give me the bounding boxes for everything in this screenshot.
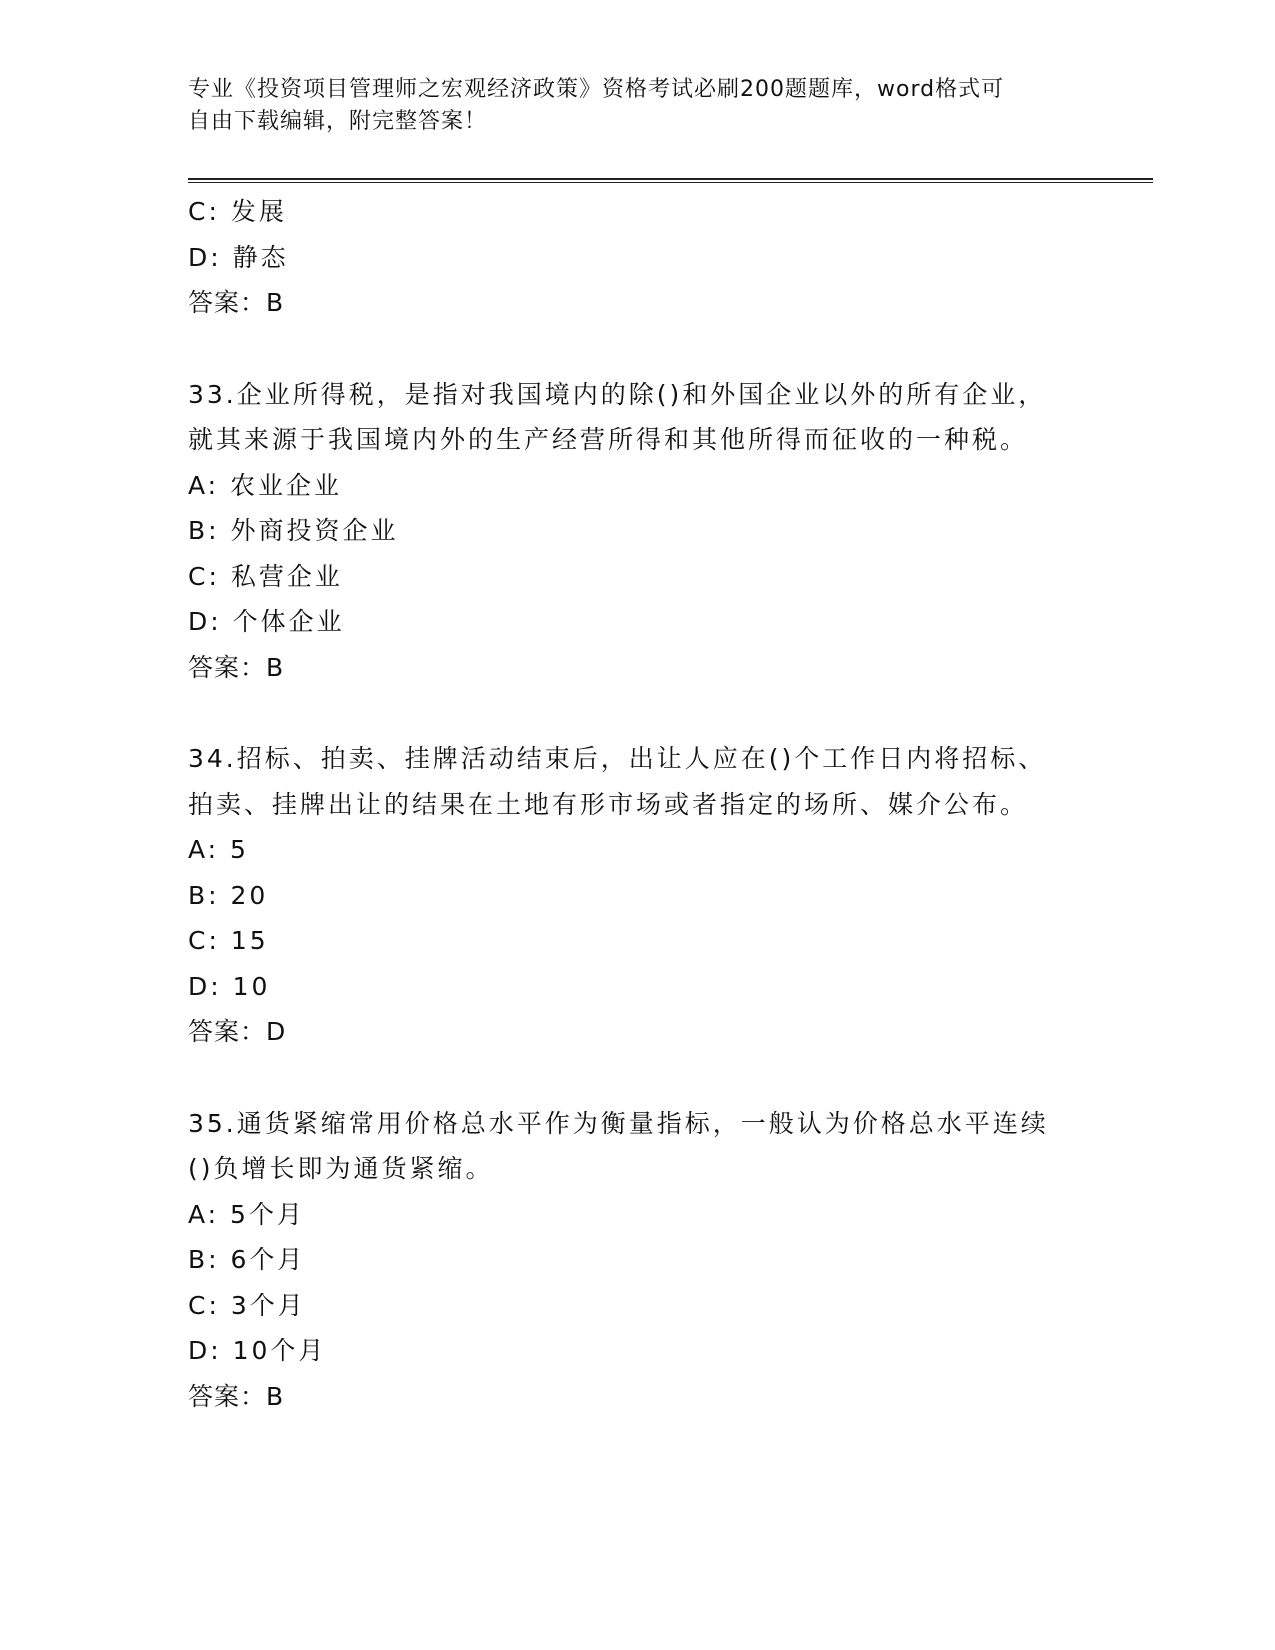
option-b: B: 20 xyxy=(188,880,269,910)
question-list xyxy=(188,189,1088,1419)
question-32 xyxy=(188,189,1088,326)
option-b: B: 外商投资企业 xyxy=(188,516,399,545)
spacer xyxy=(188,1055,1088,1101)
option-d: D: 10 xyxy=(188,971,271,1001)
question-34 xyxy=(188,736,1088,1055)
header-title-line-1: 专业《投资项目管理师之宏观经济政策》资格考试必刷200题题库，word格式可 xyxy=(188,77,1005,102)
question-text xyxy=(188,372,1088,463)
option-d: D: 静态 xyxy=(188,242,289,272)
option-c: C: 私营企业 xyxy=(188,561,343,591)
option-c: C: 15 xyxy=(188,926,269,955)
question-text-line-2: 拍卖、挂牌出让的结果在土地有形市场或者指定的场所、媒介公布。 xyxy=(188,789,1029,819)
question-33 xyxy=(188,372,1088,691)
option-c: C: 3个月 xyxy=(188,1290,306,1320)
option-d: D: 个体企业 xyxy=(188,607,345,636)
answer-label: 答案：B xyxy=(188,1381,285,1411)
question-35 xyxy=(188,1101,1088,1420)
option-a: A: 农业企业 xyxy=(188,470,343,500)
question-text xyxy=(188,736,1088,827)
option-a: A: 5个月 xyxy=(188,1199,305,1229)
question-text-line-1: 33.企业所得税，是指对我国境内的除()和外国企业以外的所有企业， xyxy=(188,379,1047,409)
document-header xyxy=(188,74,1088,138)
option-b: B: 6个月 xyxy=(188,1245,306,1274)
option-a: A: 5 xyxy=(188,835,249,864)
answer-label: 答案：B xyxy=(188,652,285,682)
spacer xyxy=(188,690,1088,736)
answer-label: 答案：B xyxy=(188,288,285,317)
option-c: C: 发展 xyxy=(188,197,287,226)
question-text-line-1: 34.招标、拍卖、挂牌活动结束后，出让人应在()个工作日内将招标、 xyxy=(188,744,1047,773)
header-title-line-2: 自由下载编辑，附完整答案！ xyxy=(188,109,488,134)
question-text-line-2: 就其来源于我国境内外的生产经营所得和其他所得而征收的一种税。 xyxy=(188,425,1029,454)
option-d: D: 10个月 xyxy=(188,1336,327,1365)
question-text-line-2: ()负增长即为通货紧缩。 xyxy=(188,1154,494,1183)
spacer xyxy=(188,326,1088,372)
question-text-line-1: 35.通货紧缩常用价格总水平作为衡量指标，一般认为价格总水平连续 xyxy=(188,1108,1049,1138)
answer-label: 答案：D xyxy=(188,1017,287,1046)
question-text xyxy=(188,1101,1088,1192)
header-divider-thick xyxy=(188,178,1153,180)
header-divider-thin xyxy=(188,182,1153,183)
